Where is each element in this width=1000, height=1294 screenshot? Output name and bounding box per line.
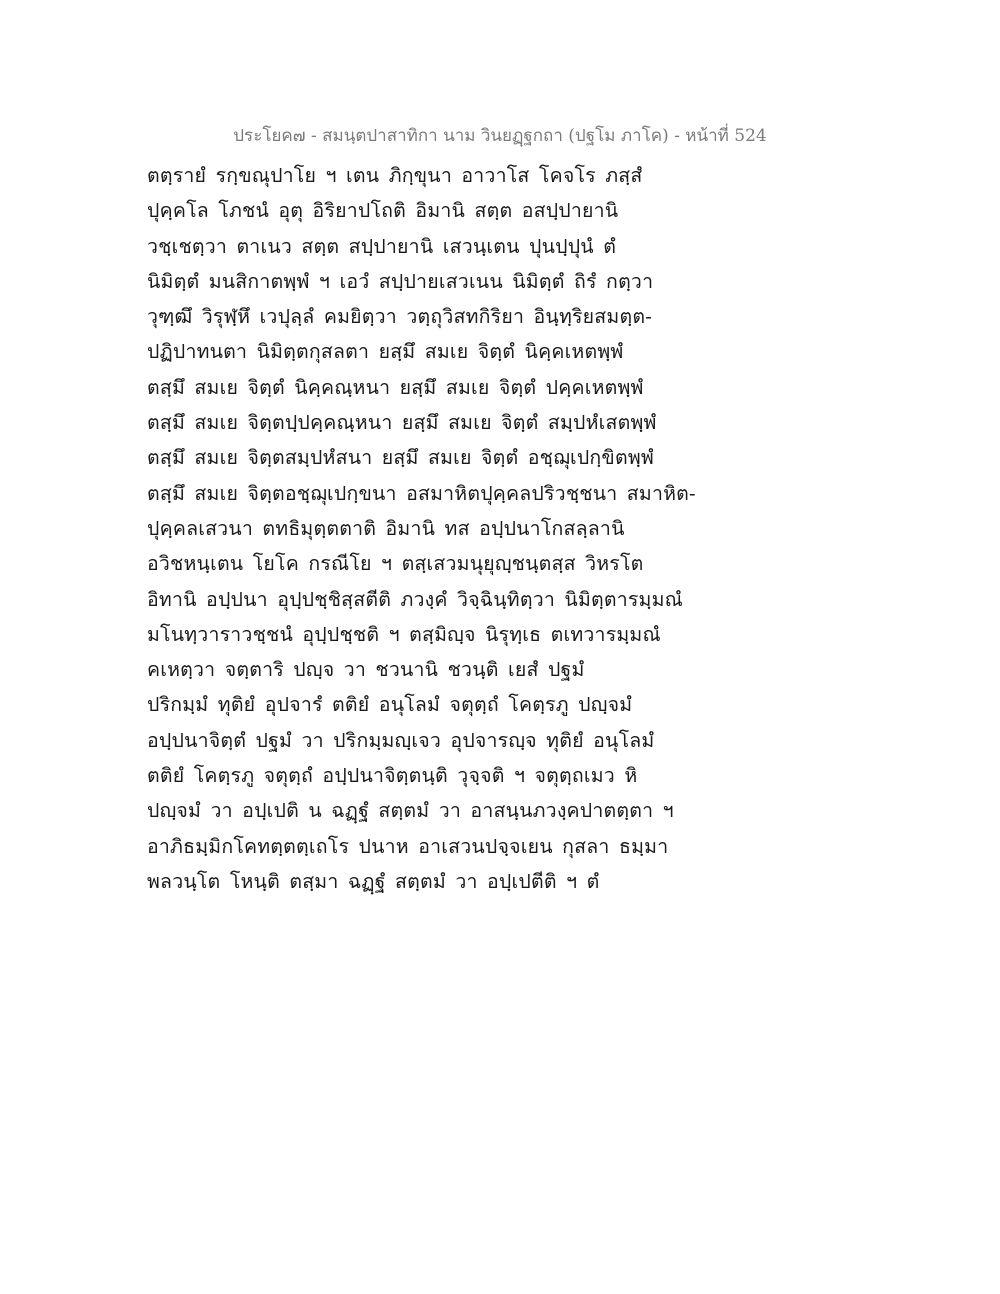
text-line: วชฺเชตฺวา ตาเนว สตฺต สปฺปายานิ เสวนฺเตน ปุนปฺปุนํ ตํ: [147, 234, 617, 258]
text-line: อาภิธมฺมิกโคทตฺตตฺเถโร ปนาห อาเสวนปจฺจเยน กุสลา ธมฺมา: [147, 834, 669, 858]
text-line: ปฏิปาทนตา นิมิตฺตกุสลตา ยสฺมึ สมเย จิตฺตํ นิคฺคเหตพฺพํ: [147, 340, 624, 364]
text-line: ตสฺมึ สมเย จิตฺตอชฺฌุเปกฺขนา อสมาหิตปุคฺคลปริวชฺชนา สมาหิต-: [147, 481, 696, 505]
text-line: อปฺปนาจิตฺตํ ปฐมํ วา ปริกมฺมญฺเจว อุปจารญฺจ ทุติยํ อนุโลมํ: [147, 728, 655, 752]
text-line: ปญฺจมํ วา อปฺเปติ น ฉฏฺฐํ สตฺตมํ วา อาสนฺนภวงฺคปาตตฺตา ฯ: [147, 799, 674, 823]
body-text: [147, 158, 707, 899]
text-line: มโนทฺวาราวชฺชนํ อุปฺปชฺชติ ฯ ตสฺมิญฺจ นิรุทฺเธ ตเทวารมฺมณํ: [147, 622, 661, 646]
text-line: ปริกมฺมํ ทุติยํ อุปจารํ ตติยํ อนุโลมํ จตุตฺถํ โคตฺรภู ปญฺจมํ: [147, 693, 633, 717]
text-line: นิมิตฺตํ มนสิกาตพฺพํ ฯ เอวํ สปฺปายเสวเนน นิมิตฺตํ ถิรํ กตฺวา: [147, 269, 654, 293]
text-line: วุฑฺฒึ วิรุฬฺหึ เวปุลฺลํ คมยิตฺวา วตฺถุวิสทกิริยา อินฺทฺริยสมตฺต-: [147, 305, 652, 329]
text-line: ตสฺมึ สมเย จิตฺตํ นิคฺคณฺหนา ยสฺมึ สมเย จิตฺตํ ปคฺคเหตพฺพํ: [147, 375, 644, 399]
text-line: ตติยํ โคตฺรภู จตุตฺถํ อปฺปนาจิตฺตนฺติ วุจฺจติ ฯ จตุตฺถเมว หิ: [147, 764, 638, 788]
text-line: ปุคฺคโล โภชนํ อุตุ อิริยาปโถติ อิมานิ สตฺต อสปฺปายานิ: [147, 199, 619, 223]
text-line: อิทานิ อปฺปนา อุปฺปชฺชิสฺสตีติ ภวงฺคํ วิจฺฉินฺทิตฺวา นิมิตฺตารมฺมณํ: [147, 587, 683, 611]
text-line: ตสฺมึ สมเย จิตฺตปฺปคฺคณฺหนา ยสฺมึ สมเย จิตฺตํ สมฺปหํเสตพฺพํ: [147, 411, 657, 435]
text-line: ปุคฺคลเสวนา ตทธิมุตฺตตาติ อิมานิ ทส อปฺปนาโกสลฺลานิ: [147, 516, 625, 540]
text-line: คเหตฺวา จตฺตาริ ปญฺจ วา ชวนานิ ชวนฺติ เยสํ ปฐมํ: [147, 658, 585, 682]
text-line: ตสฺมึ สมเย จิตฺตสมฺปหํสนา ยสฺมึ สมเย จิตฺตํ อชฺฌุเปกฺขิตพฺพํ: [147, 446, 654, 470]
text-line: พลวนฺโต โหนฺติ ตสฺมา ฉฏฺฐํ สตฺตมํ วา อปฺเปตีติ ฯ ตํ: [147, 869, 600, 893]
running-header: ประโยค๗ - สมนฺตปาสาทิกา นาม วินยฏฺฐกถา (ปฐโม ภาโค) - หน้าที่ 524: [233, 126, 767, 146]
text-line: อวิชหนฺเตน โยโค กรณีโย ฯ ตสฺเสวมนุยุญฺชนฺตสฺส วิหรโต: [147, 552, 644, 576]
text-line: ตตฺรายํ รกฺขณุปาโย ฯ เตน ภิกฺขุนา อาวาโส โคจโร ภสฺสํ: [147, 164, 643, 187]
